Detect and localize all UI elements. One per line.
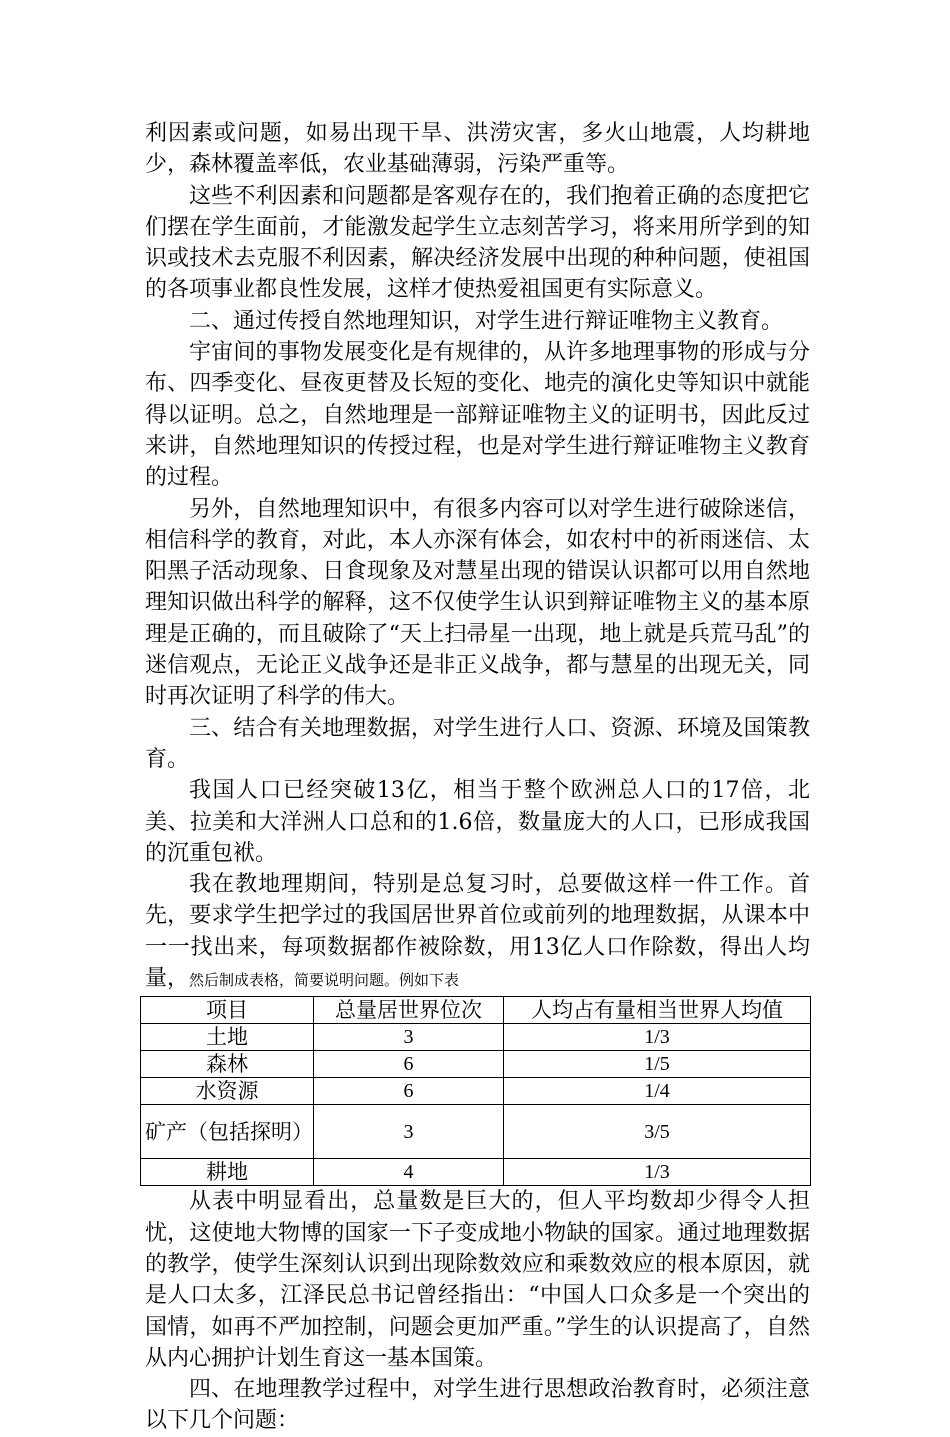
paragraph: 另外，自然地理知识中，有很多内容可以对学生进行破除迷信，相信科学的教育，对此，本人亦深有体会，如农村中的祈雨迷信、太阳黑子活动现象、日食现象及对慧星出现的错误认识都可以用自然地理知识做出科学的解释，这不仅使学生认识到辩证唯物主义的基本原理是正确的，而且破除了“天上扫帚星一出现，地上就是兵荒马乱”的迷信观点，无论正义战争还是非正义战争，都与慧星的出现无关，同时再次证明了科学的伟大。 <box>145 496 810 710</box>
paragraph: 这些不利因素和问题都是客观存在的，我们抱着正确的态度把它们摆在学生面前，才能激发起学生立志刻苦学习，将来用所学到的知识或技术去克服不利因素，解决经济发展中出现的种种问题，使祖国的各项事业都良性发展，这样才使热爱祖国更有实际意义。 <box>145 183 810 303</box>
document-body <box>145 118 810 1437</box>
section-heading: 四、在地理教学过程中，对学生进行思想政治教育时，必须注意以下几个问题： <box>145 1377 810 1434</box>
rank-cell: 6 <box>314 1051 504 1078</box>
table-row <box>141 1078 811 1105</box>
ratio-cell: 1/4 <box>504 1078 811 1105</box>
intro-main-text: 我在教地理期间，特别是总复习时，总要做这样一件工作。首先，要求学生把学过的我国居世界首位或前列的地理数据，从课本中一一找出来，每项数据都作被除数，用13亿人口作除数，得出人均量， <box>145 872 810 992</box>
rank-cell: 6 <box>314 1078 504 1105</box>
ratio-cell: 1/5 <box>504 1051 811 1078</box>
header-cell: 人均占有量相当世界人均值 <box>504 997 811 1024</box>
paragraph: 我国人口已经突破13亿，相当于整个欧洲总人口的17倍，北美、拉美和大洋洲人口总和的1.6倍，数量庞大的人口，已形成我国的沉重包袱。 <box>145 778 810 866</box>
item-cell: 水资源 <box>141 1078 314 1105</box>
intro-small-text: 然后制成表格，简要说明问题。例如下表 <box>189 971 460 990</box>
paragraph: 从表中明显看出，总量数是巨大的，但人平均数却少得令人担忧，这使地大物博的国家一下子变成地小物缺的国家。通过地理数据的教学，使学生深刻认识到出现除数效应和乘数效应的根本原因，就是人口太多，江泽民总书记曾经指出：“中国人口众多是一个突出的国情，如再不严加控制，问题会更加严重。”学生的认识提高了，自然从内心拥护计划生育这一基本国策。 <box>145 1189 810 1371</box>
table-row <box>141 1159 811 1186</box>
rank-cell: 3 <box>314 1024 504 1051</box>
table-row <box>141 1105 811 1159</box>
section-heading: 二、通过传授自然地理知识，对学生进行辩证唯物主义教育。 <box>189 308 784 334</box>
ratio-cell: 1/3 <box>504 1159 811 1186</box>
ratio-cell: 1/3 <box>504 1024 811 1051</box>
item-cell: 土地 <box>141 1024 314 1051</box>
rank-cell: 4 <box>314 1159 504 1186</box>
table-row <box>141 1024 811 1051</box>
paragraph: 利因素或问题，如易出现干旱、洪涝灾害，多火山地震，人均耕地少，森林覆盖率低，农业基础薄弱，污染严重等。 <box>145 121 810 178</box>
paragraph: 宇宙间的事物发展变化是有规律的，从许多地理事物的形成与分布、四季变化、昼夜更替及长短的变化、地壳的演化史等知识中就能得以证明。总之，自然地理是一部辩证唯物主义的证明书，因此反过来讲，自然地理知识的传授过程，也是对学生进行辩证唯物主义教育的过程。 <box>145 340 810 491</box>
item-cell: 森林 <box>141 1051 314 1078</box>
section-heading: 三、结合有关地理数据，对学生进行人口、资源、环境及国策教育。 <box>145 715 810 772</box>
header-cell: 项目 <box>141 997 314 1024</box>
data-table <box>140 996 811 1186</box>
rank-cell: 3 <box>314 1105 504 1159</box>
table-header-row <box>141 997 811 1024</box>
item-cell: 矿产（包括探明） <box>141 1105 314 1159</box>
table-row <box>141 1051 811 1078</box>
header-cell: 总量居世界位次 <box>314 997 504 1024</box>
paragraph-table-intro <box>145 869 810 996</box>
item-cell: 耕地 <box>141 1159 314 1186</box>
ratio-cell: 3/5 <box>504 1105 811 1159</box>
